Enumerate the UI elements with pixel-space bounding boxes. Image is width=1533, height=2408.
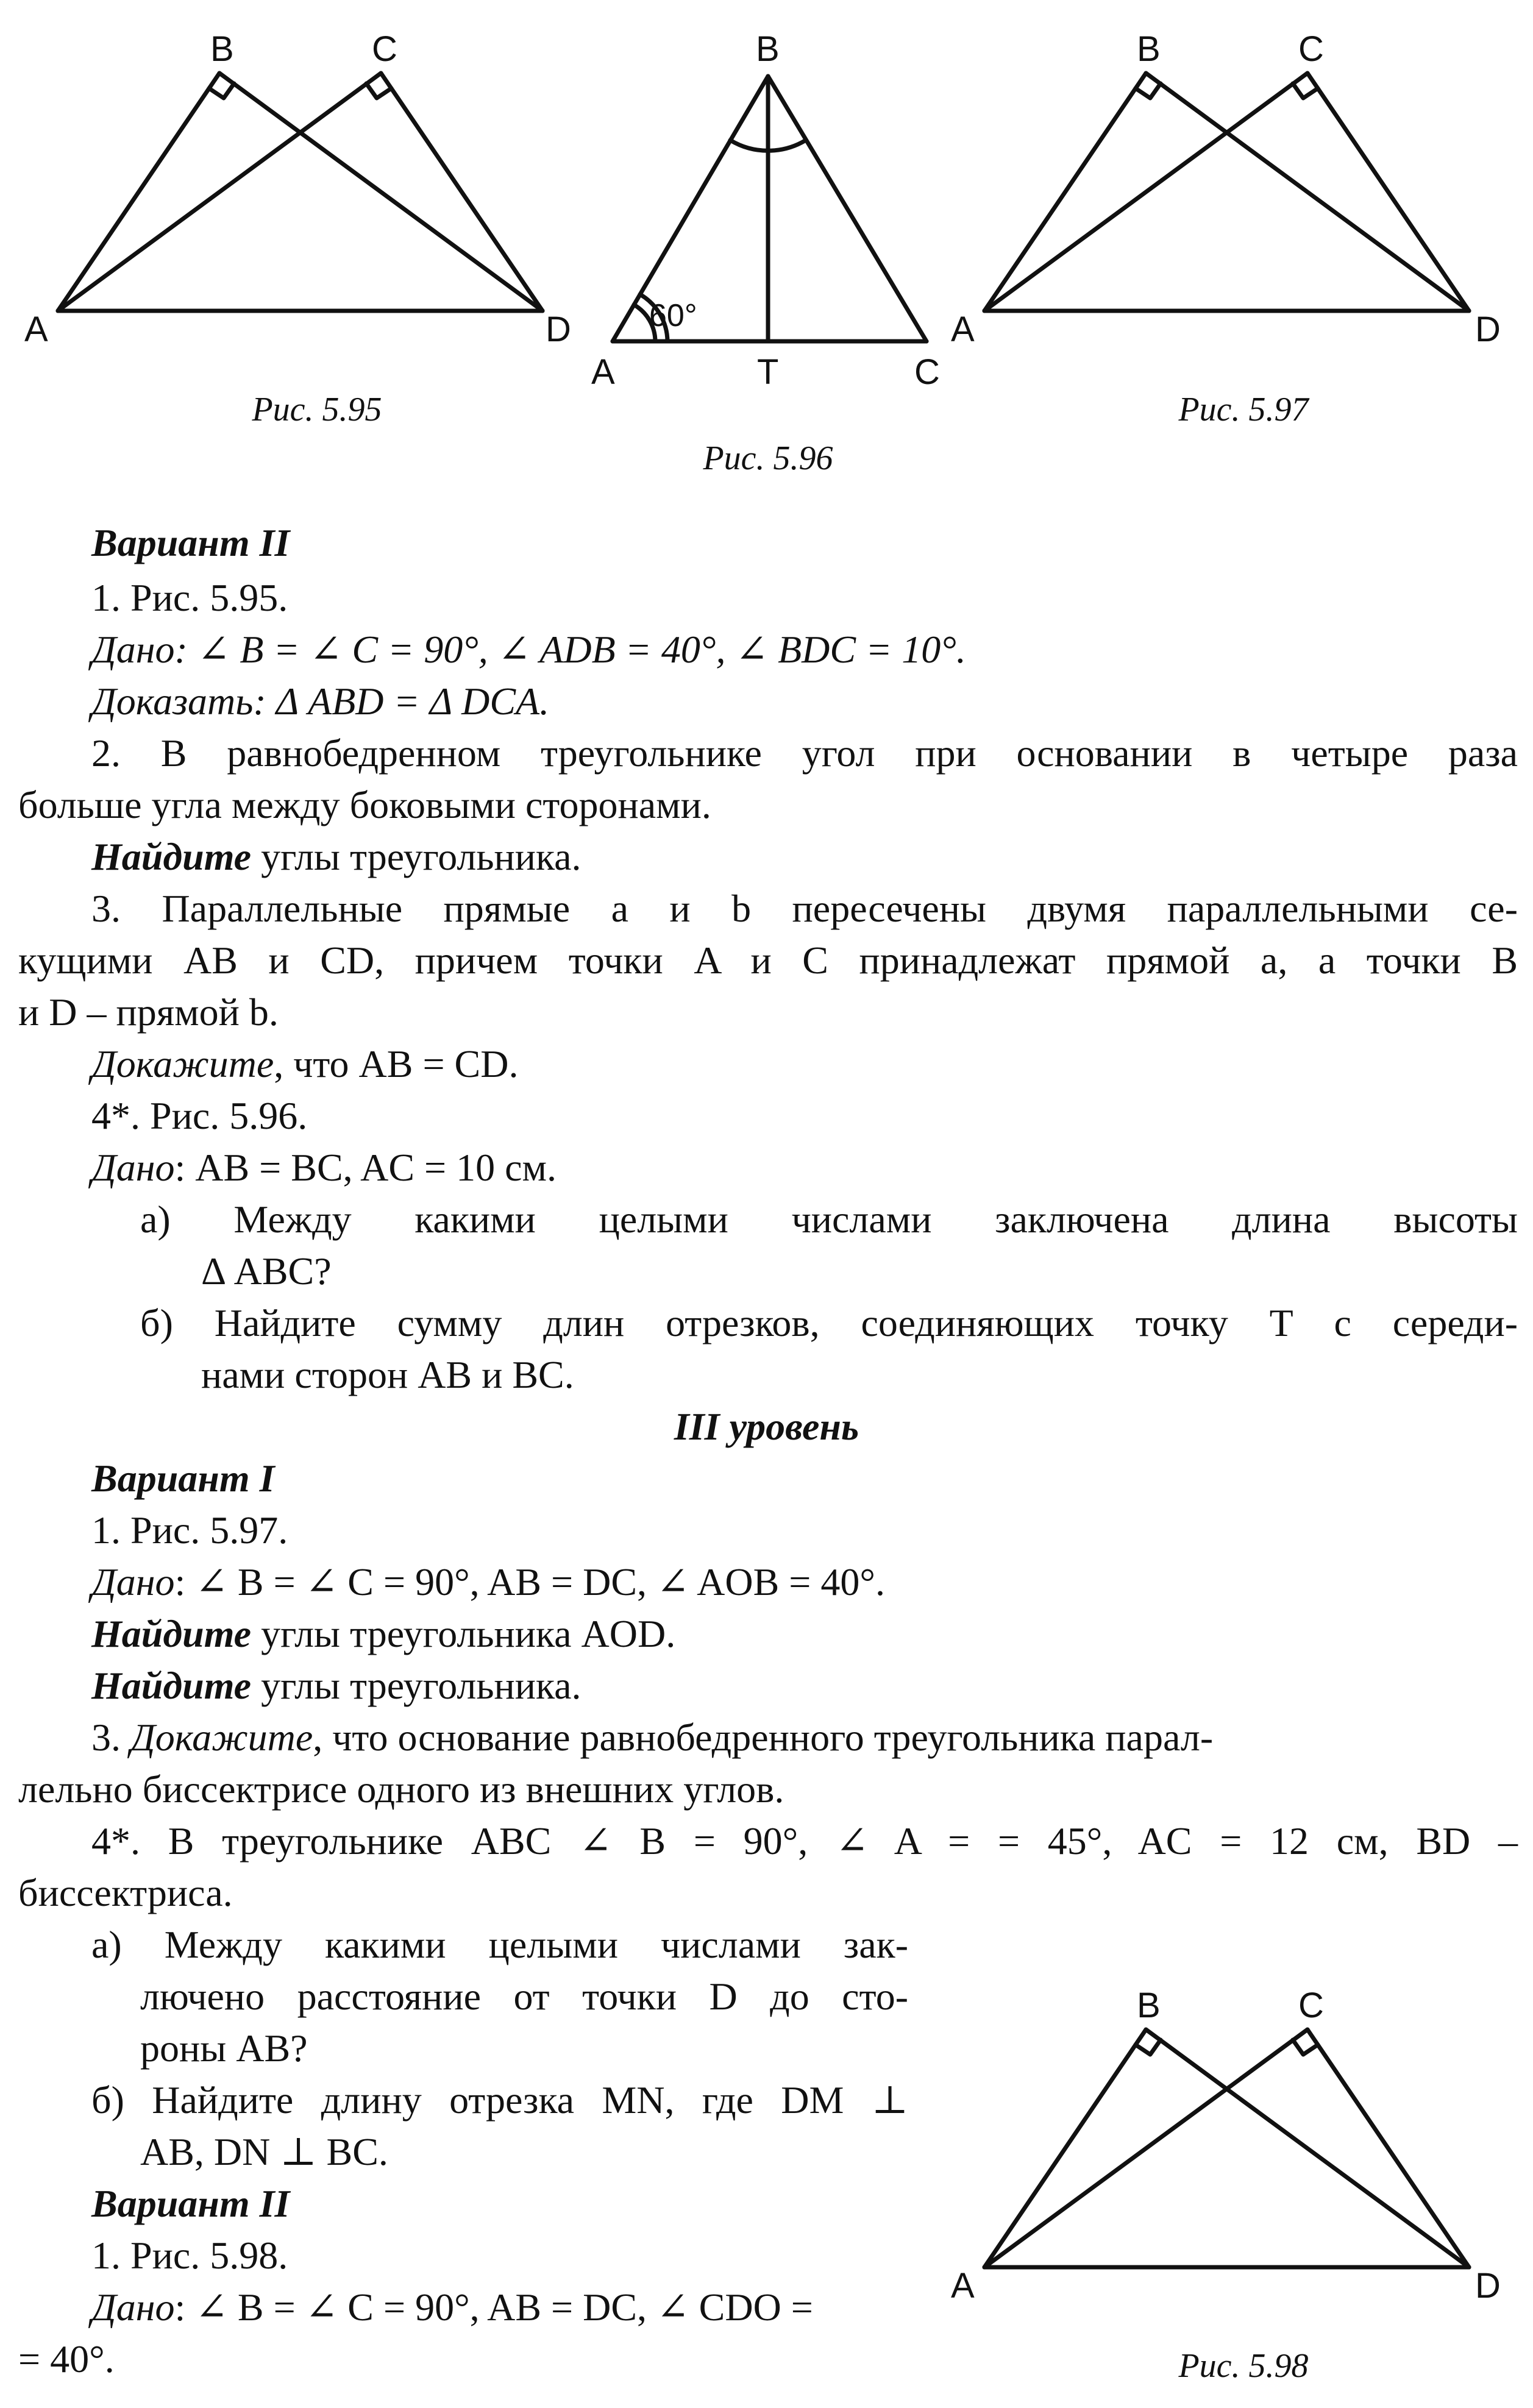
task-line: биссектриса. <box>18 1871 233 1914</box>
label-b: B <box>210 29 234 69</box>
segment-ab <box>58 73 219 311</box>
label-d: D <box>546 310 571 349</box>
task-line: 3. Параллельные прямые a и b пересечены двумя параллельными се- <box>91 887 1518 930</box>
task-line <box>91 628 966 672</box>
label-b: B <box>1137 1986 1161 2025</box>
label-a: A <box>591 352 615 392</box>
segment-cd <box>381 73 542 311</box>
given-text: : AB = BC, AC = 10 см. <box>174 1146 557 1189</box>
caption-5-98: Рис. 5.98 <box>1178 2347 1309 2385</box>
figure-5-95 <box>24 24 573 366</box>
task-line: 1. Рис. 5.98. <box>91 2234 288 2277</box>
variant-heading: Вариант II <box>91 521 290 564</box>
prove-text: , что основание равнобедренного треугольника парал- <box>313 1716 1214 1759</box>
task-line: AB, DN ⊥ BC. <box>140 2130 388 2173</box>
given-text: : ∠ B = ∠ C = 90°, ∠ ADB = 40°, ∠ BDC = 10°. <box>174 628 966 671</box>
caption-5-96: Рис. 5.96 <box>703 439 833 477</box>
task-line <box>91 1560 885 1604</box>
task-line: кущими AB и CD, причем точки A и C принадлежат прямой a, а точки B <box>18 939 1518 982</box>
segment-ab <box>984 2030 1146 2267</box>
find-label: Найдите <box>91 1612 252 1655</box>
task-line: и D – прямой b. <box>18 990 279 1034</box>
task-line: = 40°. <box>18 2337 115 2381</box>
level-heading: III уровень <box>674 1405 859 1448</box>
task-line <box>91 1664 582 1708</box>
task-line: 2. В равнобедренном треугольнике угол при основании в четыре раза <box>91 731 1518 775</box>
task-line: 4*. Рис. 5.96. <box>91 1094 308 1137</box>
segment-ab <box>984 73 1146 311</box>
task-line: нами сторон AB и BC. <box>201 1353 574 1396</box>
segment-bd <box>219 73 542 311</box>
given-label: Дано <box>91 628 175 671</box>
given-text: : ∠ B = ∠ C = 90°, AB = DC, ∠ AOB = 40°. <box>174 1560 885 1604</box>
task-line: а) Между какими целыми числами зак- <box>91 1923 908 1966</box>
task-line: б) Найдите сумму длин отрезков, соединяющих точку T с середи- <box>140 1301 1518 1344</box>
task-line: лючено расстояние от точки D до сто- <box>140 1975 908 2018</box>
given-text: : ∠ B = ∠ C = 90°, AB = DC, ∠ CDO = <box>174 2285 813 2329</box>
given-label: Дано <box>91 2285 175 2329</box>
label-c: C <box>1298 29 1324 69</box>
label-b: B <box>756 29 780 69</box>
segment-bc <box>768 76 927 341</box>
prove-text: , что AB = CD. <box>274 1042 519 1085</box>
angle-label-60: 60° <box>649 298 697 333</box>
label-d: D <box>1475 310 1501 349</box>
task-line: лельно биссектрисе одного из внешних углов. <box>18 1767 784 1811</box>
find-label: Найдите <box>91 835 252 878</box>
segment-ac <box>984 73 1307 311</box>
label-t: T <box>757 352 779 392</box>
task-line: Δ ABC? <box>201 1249 332 1293</box>
prove-text: : Δ ABD = Δ DCA. <box>253 680 550 723</box>
task-line <box>91 1042 518 1086</box>
label-b: B <box>1137 29 1161 69</box>
segment-cd <box>1307 2030 1469 2267</box>
label-a: A <box>951 310 975 349</box>
task-line: роны AB? <box>140 2026 308 2070</box>
find-text: углы треугольника. <box>251 835 582 878</box>
caption-5-97: Рис. 5.97 <box>1178 391 1309 428</box>
task-line: больше угла между боковыми сторонами. <box>18 783 711 826</box>
figure-5-98 <box>951 1981 1530 2322</box>
prove-label: Докажите <box>91 1042 274 1085</box>
task-line: а) Между какими целыми числами заключена длина высоты <box>140 1198 1518 1241</box>
label-c: C <box>1298 1986 1324 2025</box>
task-line <box>91 2285 813 2329</box>
figure-5-97 <box>951 24 1530 366</box>
find-text: углы треугольника AOD. <box>251 1612 676 1655</box>
task-line <box>91 1146 557 1190</box>
segment-bd <box>1146 73 1469 311</box>
task-line: 1. Рис. 5.97. <box>91 1508 288 1552</box>
segment-ac <box>984 2030 1307 2267</box>
label-a: A <box>24 310 48 349</box>
task-line: б) Найдите длину отрезка MN, где DM ⊥ <box>91 2078 908 2122</box>
segment-ac <box>58 73 381 311</box>
task-line <box>91 1612 675 1656</box>
label-a: A <box>951 2266 975 2306</box>
task-line <box>91 1716 1518 1760</box>
segment-bd <box>1146 2030 1469 2267</box>
given-label: Дано <box>91 1560 175 1604</box>
prove-label: Доказать <box>91 680 254 723</box>
task-number: 3. <box>91 1716 130 1759</box>
task-line: 4*. В треугольнике ABC ∠ B = 90°, ∠ A = = 45°, AC = 12 см, BD – <box>91 1819 1518 1863</box>
figure-5-96 <box>585 24 951 390</box>
given-label: Дано <box>91 1146 175 1189</box>
task-line <box>91 835 582 879</box>
segment-cd <box>1307 73 1469 311</box>
variant-heading: Вариант I <box>91 1457 275 1500</box>
label-c: C <box>914 352 940 392</box>
task-line: 1. Рис. 5.95. <box>91 576 288 619</box>
find-label: Найдите <box>91 1664 252 1707</box>
label-c: C <box>372 29 397 69</box>
find-text: углы треугольника. <box>251 1664 582 1707</box>
variant-heading: Вариант II <box>91 2182 290 2225</box>
caption-5-95: Рис. 5.95 <box>252 391 382 428</box>
task-line <box>91 680 549 723</box>
prove-label: Докажите <box>130 1716 313 1759</box>
label-d: D <box>1475 2266 1501 2306</box>
